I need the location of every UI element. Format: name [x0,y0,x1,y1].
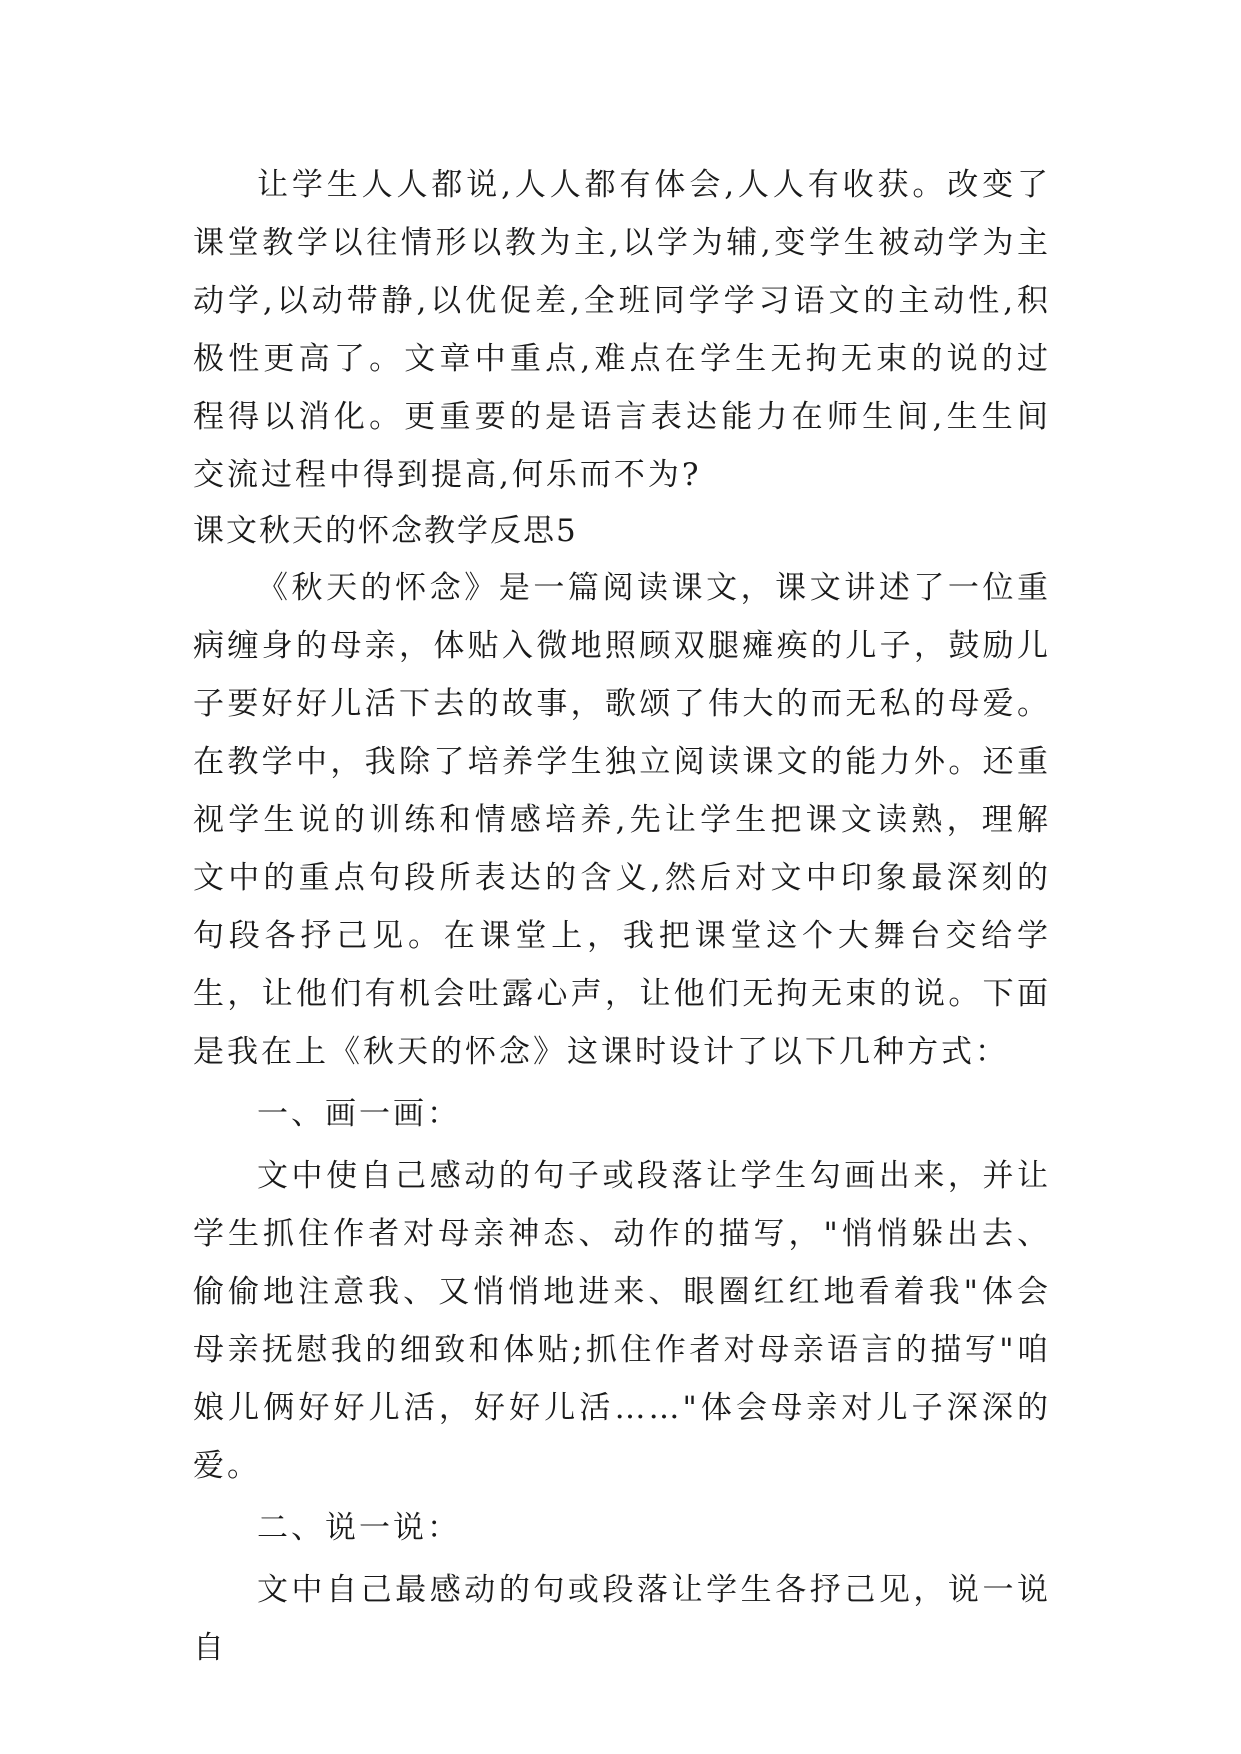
paragraph-1: 让学生人人都说,人人都有体会,人人有收获。改变了课堂教学以往情形以教为主,以学为辅,变学生被动学为主动学,以动带静,以优促差,全班同学学习语文的主动性,积极性更高了。文章中重点,难点在学生无拘无束的说的过程得以消化。更重要的是语言表达能力在师生间,生生间交流过程中得到提高,何乐而不为? [193,167,1051,493]
paragraph-2: 《秋天的怀念》是一篇阅读课文，课文讲述了一位重病缠身的母亲，体贴入微地照顾双腿瘫痪的儿子，鼓励儿子要好好儿活下去的故事，歌颂了伟大的而无私的母爱。在教学中，我除了培养学生独立阅读课文的能力外。还重视学生说的训练和情感培养,先让学生把课文读熟，理解文中的重点句段所表达的含义,然后对文中印象最深刻的句段各抒己见。在课堂上，我把课堂这个大舞台交给学生，让他们有机会吐露心声，让他们无拘无束的说。下面是我在上《秋天的怀念》这课时设计了以下几种方式： [193,570,1051,1070]
paragraph-3: 文中使自己感动的句子或段落让学生勾画出来，并让学生抓住作者对母亲神态、动作的描写，"悄悄躲出去、偷偷地注意我、又悄悄地进来、眼圈红红地看着我"体会母亲抚慰我的细致和体贴;抓住作者对母亲语言的描写"咱娘儿俩好好儿活，好好儿活……"体会母亲对儿子深深的爱。 [193,1158,1051,1484]
item-heading-2: 二、说一说： [257,1510,461,1546]
section-heading: 课文秋天的怀念教学反思5 [193,513,578,549]
item-heading-1: 一、画一画： [257,1096,461,1132]
document-body [193,156,1051,1677]
paragraph-4: 文中自己最感动的句或段落让学生各抒己见，说一说自 [193,1572,1051,1666]
